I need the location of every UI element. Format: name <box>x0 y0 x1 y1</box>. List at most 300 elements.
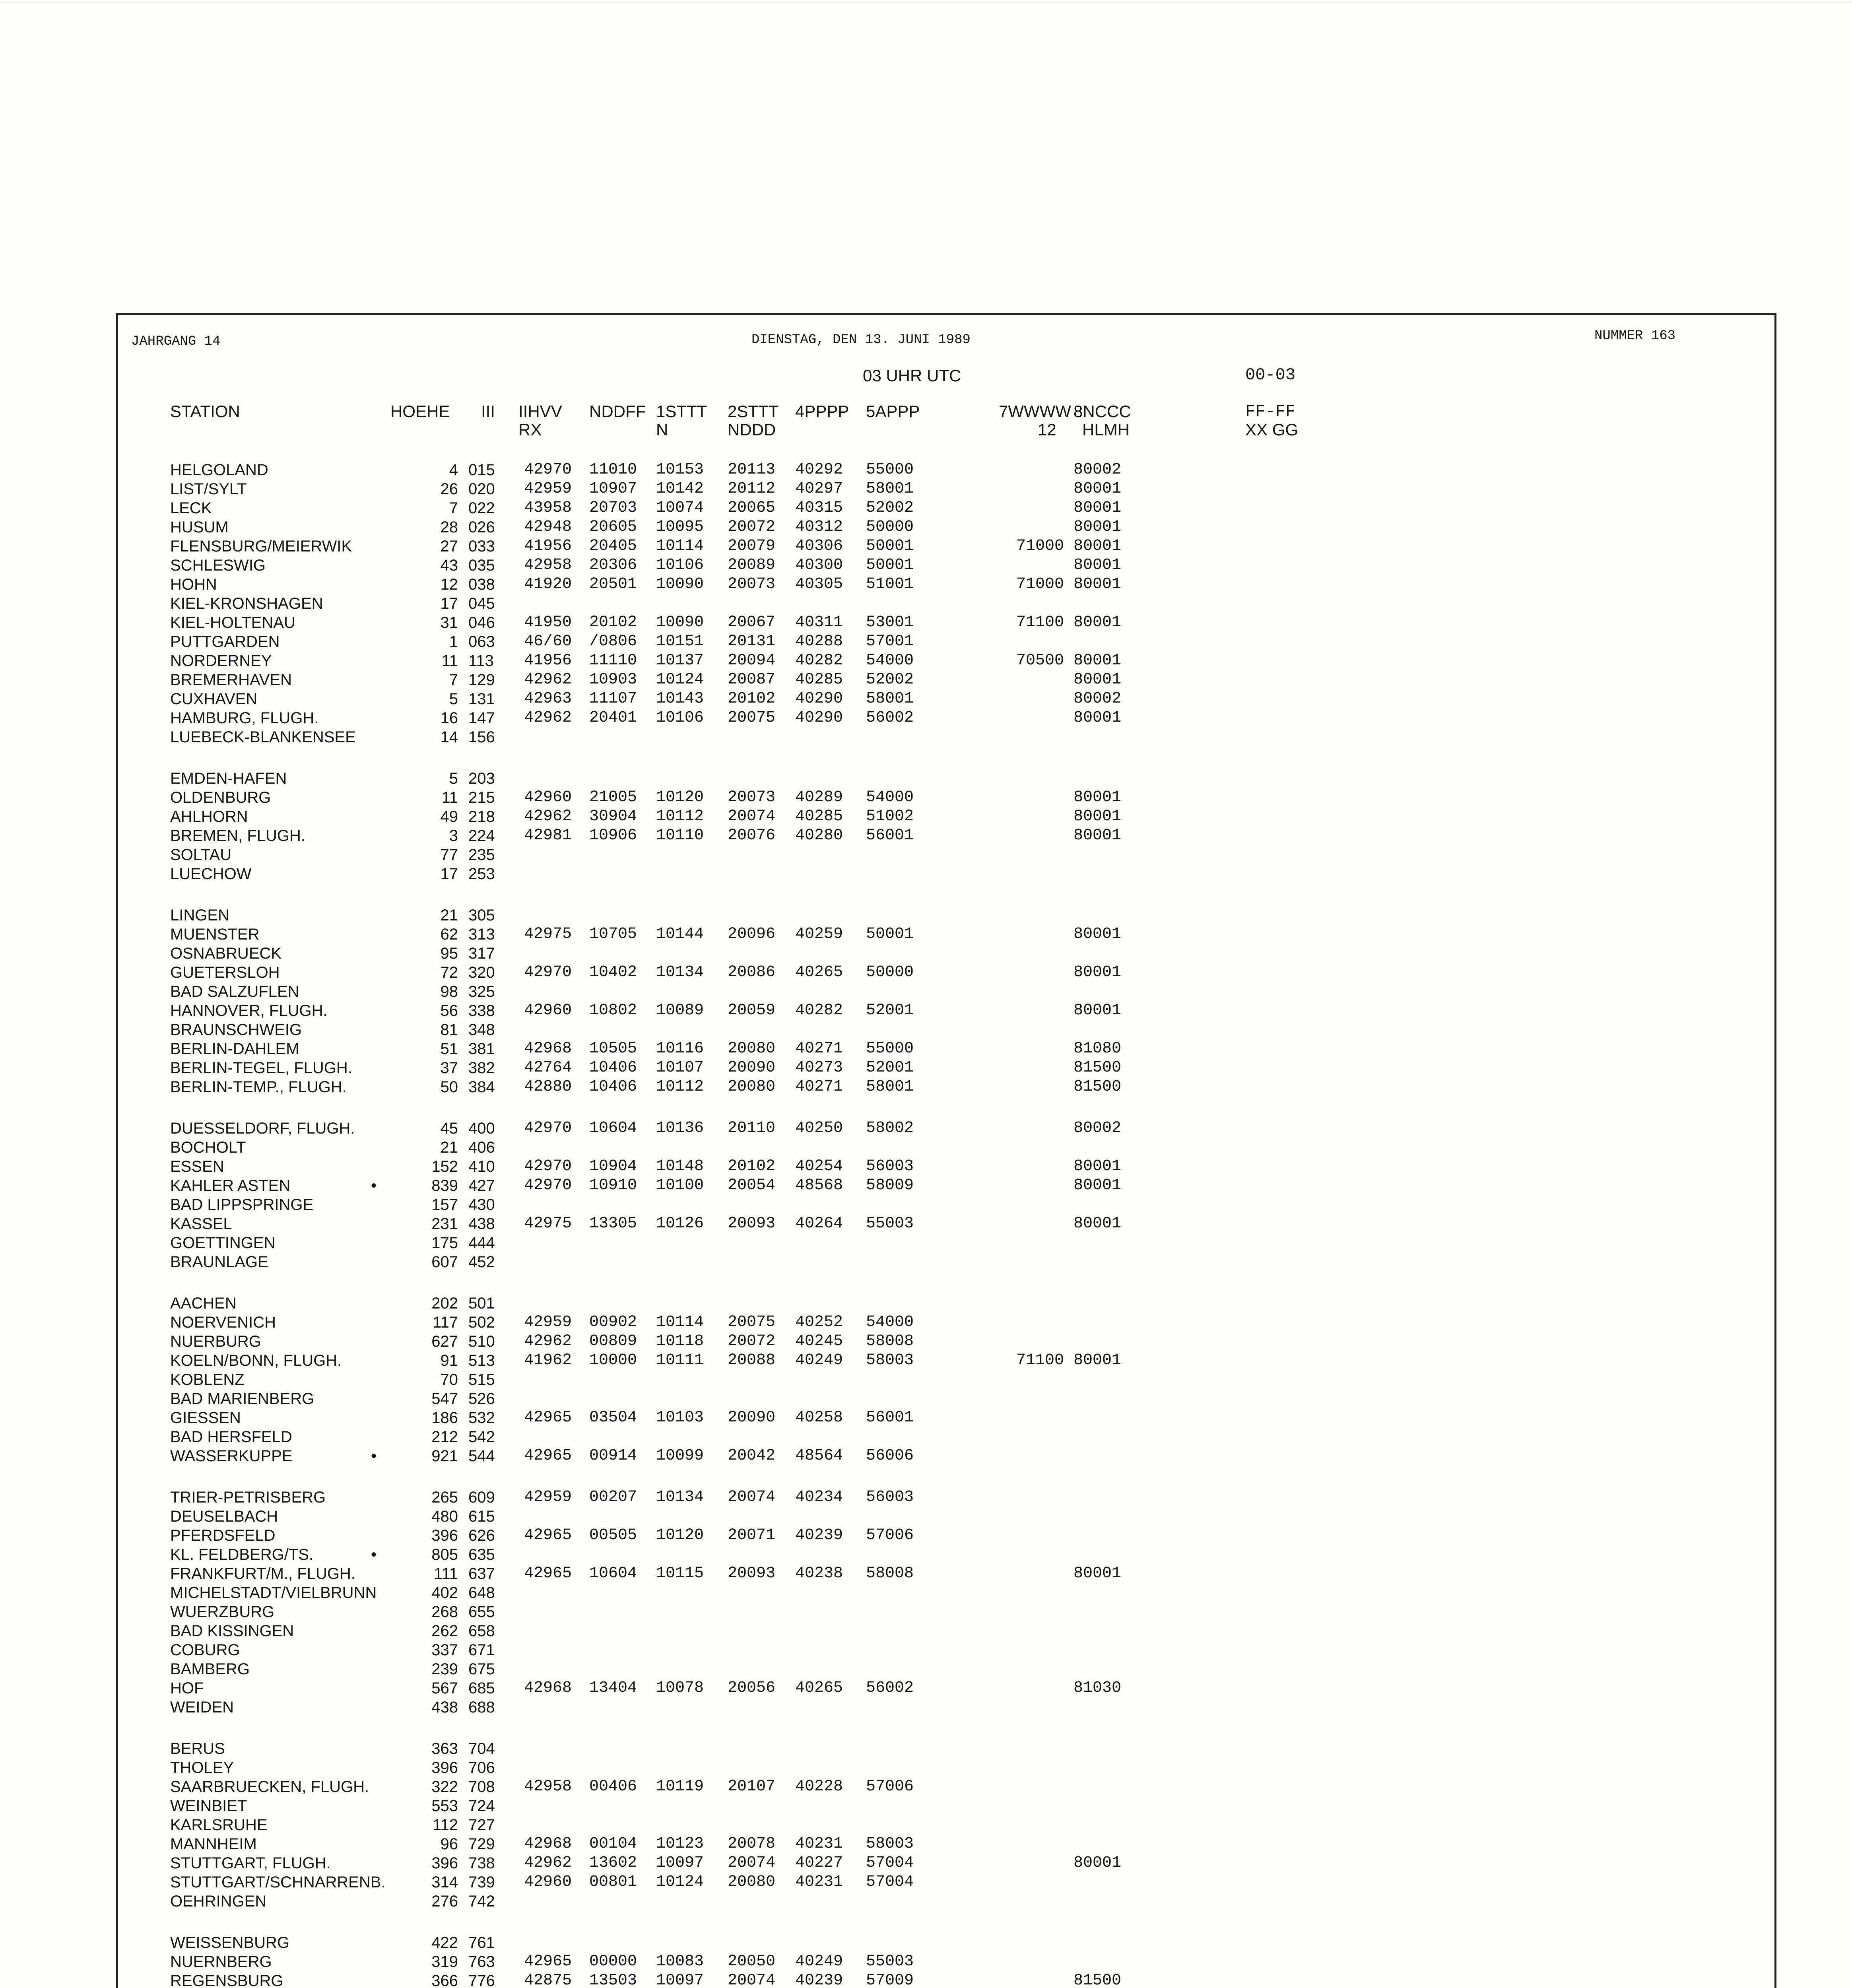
station-id: 131 <box>468 690 495 708</box>
station-row <box>0 670 1852 689</box>
station-name: KOELN/BONN, FLUGH. <box>170 1352 342 1369</box>
station-height: 268 <box>431 1603 458 1621</box>
synop-group-3: 10083 <box>656 1953 704 1971</box>
synop-group-1: 42970 <box>524 963 572 981</box>
station-row <box>0 1157 1852 1176</box>
station-id: 235 <box>468 846 495 864</box>
synop-group-5: 40249 <box>795 1953 843 1971</box>
station-id: 406 <box>468 1139 495 1156</box>
synop-group-1: 42970 <box>524 1157 572 1175</box>
synop-group-1: 42970 <box>524 461 572 479</box>
synop-group-6: 58008 <box>866 1565 914 1582</box>
station-id: 022 <box>468 499 495 517</box>
synop-group-5: 40297 <box>795 480 843 498</box>
station-name: DUESSELDORF, FLUGH. <box>170 1120 355 1137</box>
synop-group-5: 40288 <box>795 633 843 650</box>
station-row <box>0 807 1852 826</box>
station-id: 338 <box>468 1002 495 1019</box>
synop-group-5: 40289 <box>795 788 843 806</box>
station-row <box>0 1892 1852 1911</box>
station-height: 547 <box>431 1390 458 1408</box>
synop-group-6: 55000 <box>866 461 914 479</box>
synop-group-8: 80002 <box>1074 461 1122 479</box>
station-row <box>0 1526 1852 1545</box>
station-name: DEUSELBACH <box>170 1508 278 1525</box>
station-id: 215 <box>468 789 495 806</box>
station-row <box>0 575 1852 594</box>
station-name: MUENSTER <box>170 926 260 943</box>
synop-group-1: 46/60 <box>524 633 572 650</box>
station-height: 26 <box>440 480 458 498</box>
station-height: 45 <box>440 1120 458 1137</box>
synop-group-1: 41956 <box>524 652 572 670</box>
synop-group-6: 50001 <box>866 556 914 574</box>
station-id: 763 <box>468 1953 495 1971</box>
station-name: NORDERNEY <box>170 652 272 670</box>
col-hoehe: HOEHE <box>390 402 450 421</box>
station-height: 402 <box>431 1584 458 1602</box>
station-name: LUEBECK-BLANKENSEE <box>170 728 356 746</box>
station-id: 020 <box>468 480 495 498</box>
issue-number: NUMMER 163 <box>1594 328 1676 344</box>
station-name: ESSEN <box>170 1158 224 1175</box>
synop-group-1: 42965 <box>524 1526 572 1544</box>
synop-group-4: 20065 <box>728 499 776 517</box>
synop-group-6: 56003 <box>866 1488 914 1506</box>
station-name: AHLHORN <box>170 808 248 825</box>
jahrgang-label: JAHRGANG 14 <box>131 334 221 349</box>
synop-group-2: 10402 <box>589 963 637 981</box>
observation-time: 03 UHR UTC <box>863 366 961 385</box>
station-id: 704 <box>468 1740 495 1757</box>
synop-group-4: 20074 <box>728 1972 776 1988</box>
station-id: 544 <box>468 1447 495 1465</box>
station-row <box>0 864 1852 883</box>
station-name: REGENSBURG <box>170 1972 283 1988</box>
station-height: 396 <box>431 1527 458 1544</box>
synop-group-4: 20102 <box>728 1157 776 1175</box>
station-name: OEHRINGEN <box>170 1893 267 1910</box>
col-nddff: NDDFF <box>589 402 646 421</box>
station-name: FRANKFURT/M., FLUGH. <box>170 1565 355 1582</box>
station-row <box>0 556 1852 575</box>
station-height: 31 <box>440 614 458 631</box>
synop-group-5: 40290 <box>795 690 843 708</box>
station-name: COBURG <box>170 1641 240 1659</box>
station-row <box>0 963 1852 982</box>
synop-group-5: 40245 <box>795 1332 843 1350</box>
station-name: WEISSENBURG <box>170 1934 290 1951</box>
synop-group-1: 41962 <box>524 1351 572 1369</box>
synop-group-1: 42959 <box>524 1313 572 1331</box>
station-row <box>0 1195 1852 1214</box>
station-name: BERLIN-DAHLEM <box>170 1040 299 1058</box>
synop-group-4: 20090 <box>728 1409 776 1427</box>
synop-group-5: 40231 <box>795 1873 843 1891</box>
station-id: 038 <box>468 576 495 593</box>
station-id: 501 <box>468 1295 495 1312</box>
station-name: THOLEY <box>170 1759 234 1776</box>
synop-group-1: 42965 <box>524 1953 572 1971</box>
synop-group-2: 10910 <box>589 1176 637 1194</box>
synop-group-6: 58003 <box>866 1351 914 1369</box>
station-row <box>0 1739 1852 1758</box>
synop-group-2: 10705 <box>589 925 637 943</box>
synop-group-3: 10119 <box>656 1778 704 1796</box>
synop-group-5: 40239 <box>795 1526 843 1544</box>
synop-group-4: 20080 <box>728 1078 776 1096</box>
station-height: 4 <box>449 461 458 479</box>
station-height: 5 <box>449 770 458 787</box>
synop-group-2: 10903 <box>589 671 637 689</box>
station-row <box>0 632 1852 651</box>
station-height: 366 <box>431 1972 458 1988</box>
synop-group-5: 40234 <box>795 1488 843 1506</box>
station-row <box>0 1389 1852 1408</box>
synop-group-3: 10100 <box>656 1176 704 1194</box>
synop-group-6: 50001 <box>866 925 914 943</box>
station-height: 262 <box>431 1622 458 1640</box>
synop-group-1: 42970 <box>524 1176 572 1194</box>
synop-group-3: 10143 <box>656 690 704 708</box>
station-id: 648 <box>468 1584 495 1602</box>
synop-group-8: 80001 <box>1074 1351 1122 1369</box>
station-name: LIST/SYLT <box>170 480 247 498</box>
col-7wwww: 7WWWW <box>999 402 1071 421</box>
synop-group-2: 10406 <box>589 1059 637 1077</box>
synop-group-5: 40265 <box>795 1679 843 1697</box>
synop-group-3: 10112 <box>656 808 704 825</box>
station-name: CUXHAVEN <box>170 690 258 708</box>
synop-group-6: 58001 <box>866 480 914 498</box>
synop-group-5: 40271 <box>795 1078 843 1096</box>
station-height: 43 <box>440 557 458 574</box>
station-row <box>0 1138 1852 1157</box>
station-row <box>0 480 1852 499</box>
synop-group-3: 10074 <box>656 499 704 517</box>
station-row <box>0 709 1852 728</box>
synop-group-3: 10142 <box>656 480 704 498</box>
station-height: 37 <box>440 1059 458 1077</box>
station-height: 77 <box>440 846 458 864</box>
station-name: LINGEN <box>170 907 229 924</box>
synop-group-4: 20096 <box>728 925 776 943</box>
synop-group-4: 20087 <box>728 671 776 689</box>
synop-group-1: 42962 <box>524 709 572 727</box>
synop-group-5: 40282 <box>795 652 843 670</box>
station-id: 542 <box>468 1428 495 1446</box>
station-height: 239 <box>431 1660 458 1678</box>
synop-group-8: 81080 <box>1074 1040 1122 1058</box>
station-id: 348 <box>468 1021 495 1039</box>
station-height: 337 <box>431 1641 458 1659</box>
station-height: 11 <box>441 789 458 806</box>
synop-group-6: 58001 <box>866 1078 914 1096</box>
col-nddd: NDDD <box>728 420 776 439</box>
synop-group-1: 42958 <box>524 1778 572 1796</box>
synop-group-4: 20056 <box>728 1679 776 1697</box>
synop-group-2: 00406 <box>589 1778 637 1796</box>
station-row <box>0 1039 1852 1058</box>
station-row <box>0 1488 1852 1507</box>
station-row <box>0 1873 1852 1892</box>
station-name: BAMBERG <box>170 1660 250 1678</box>
synop-group-4: 20093 <box>728 1565 776 1582</box>
station-name: BERLIN-TEGEL, FLUGH. <box>170 1059 352 1077</box>
station-row <box>0 1214 1852 1233</box>
synop-group-2: 10907 <box>589 480 637 498</box>
station-row <box>0 1446 1852 1466</box>
station-name: WEIDEN <box>170 1699 234 1716</box>
station-height: 422 <box>431 1934 458 1951</box>
station-row <box>0 826 1852 845</box>
synop-group-2: 13305 <box>589 1215 637 1233</box>
synop-group-5: 40280 <box>795 827 843 845</box>
synop-group-3: 10144 <box>656 925 704 943</box>
station-height: 480 <box>431 1508 458 1525</box>
synop-group-8: 81500 <box>1074 1059 1122 1077</box>
synop-group-3: 10110 <box>656 827 704 845</box>
synop-group-3: 10089 <box>656 1002 704 1019</box>
period-label: 00-03 <box>1245 365 1296 384</box>
synop-group-1: 41920 <box>524 575 572 593</box>
station-name: KOBLENZ <box>170 1371 245 1388</box>
col-7wwww-sub: 12 <box>1038 420 1056 439</box>
synop-group-8: 80001 <box>1074 1565 1122 1582</box>
station-height: 72 <box>440 964 458 981</box>
station-id: 658 <box>468 1622 495 1640</box>
synop-group-2: 13602 <box>589 1854 637 1872</box>
synop-group-1: 42948 <box>524 518 572 536</box>
station-height: 314 <box>431 1873 458 1891</box>
synop-group-1: 42962 <box>524 1854 572 1872</box>
synop-group-6: 56001 <box>866 1409 914 1427</box>
synop-group-4: 20086 <box>728 963 776 981</box>
station-row <box>0 1119 1852 1138</box>
synop-group-3: 10118 <box>656 1332 704 1350</box>
station-row <box>0 1077 1852 1097</box>
station-name: KAHLER ASTEN <box>170 1177 291 1194</box>
synop-group-1: 42959 <box>524 1488 572 1506</box>
station-row <box>0 537 1852 556</box>
station-height: 438 <box>431 1699 458 1716</box>
synop-group-5: 48568 <box>795 1176 843 1194</box>
station-row <box>0 1332 1852 1351</box>
station-row <box>0 769 1852 788</box>
station-id: 218 <box>468 808 495 825</box>
station-name: BRAUNSCHWEIG <box>170 1021 302 1039</box>
synop-group-3: 10107 <box>656 1059 704 1077</box>
synop-group-2: 11110 <box>589 652 637 670</box>
station-name: NOERVENICH <box>170 1314 276 1331</box>
station-name: BERLIN-TEMP., FLUGH. <box>170 1078 347 1096</box>
synop-group-6: 57004 <box>866 1873 914 1891</box>
synop-group-8: 80001 <box>1074 1002 1122 1019</box>
station-id: 203 <box>468 770 495 787</box>
station-height: 17 <box>440 865 458 883</box>
station-height: 16 <box>440 709 458 727</box>
station-name: OSNABRUECK <box>170 945 282 962</box>
synop-group-2: 20405 <box>589 537 637 555</box>
synop-group-8: 80001 <box>1074 480 1122 498</box>
synop-group-1: 42959 <box>524 480 572 498</box>
station-row <box>0 1640 1852 1660</box>
synop-group-7: 71100 <box>1016 613 1064 631</box>
station-row <box>0 845 1852 864</box>
station-name: KARLSRUHE <box>170 1816 268 1834</box>
synop-group-3: 10106 <box>656 556 704 574</box>
synop-group-1: 42968 <box>524 1679 572 1697</box>
synop-group-1: 42975 <box>524 925 572 943</box>
station-id: 637 <box>468 1565 495 1582</box>
col-station: STATION <box>170 402 240 421</box>
station-id: 400 <box>468 1120 495 1137</box>
synop-group-4: 20079 <box>728 537 776 555</box>
col-2sttt: 2STTT <box>728 402 779 421</box>
synop-group-6: 56002 <box>866 709 914 727</box>
synop-group-4: 20080 <box>728 1040 776 1058</box>
station-height: 56 <box>440 1002 458 1019</box>
station-row <box>0 728 1852 747</box>
synop-group-3: 10120 <box>656 1526 704 1544</box>
synop-group-5: 40227 <box>795 1854 843 1872</box>
station-height: 363 <box>431 1740 458 1757</box>
synop-group-6: 55003 <box>866 1215 914 1233</box>
synop-group-4: 20089 <box>728 556 776 574</box>
station-id: 609 <box>468 1489 495 1506</box>
synop-group-2: 11107 <box>589 690 637 708</box>
synop-group-5: 40265 <box>795 963 843 981</box>
synop-group-4: 20107 <box>728 1778 776 1796</box>
synop-group-8: 80001 <box>1074 788 1122 806</box>
synop-group-4: 20131 <box>728 633 776 650</box>
station-id: 035 <box>468 557 495 574</box>
synop-group-5: 40231 <box>795 1835 843 1853</box>
station-row <box>0 1313 1852 1332</box>
synop-group-5: 40285 <box>795 808 843 825</box>
station-id: 688 <box>468 1699 495 1716</box>
synop-group-3: 10124 <box>656 671 704 689</box>
synop-group-6: 52002 <box>866 499 914 517</box>
synop-group-8: 80001 <box>1074 1176 1122 1194</box>
station-id: 675 <box>468 1660 495 1678</box>
station-row <box>0 1621 1852 1640</box>
col-n: N <box>656 420 668 439</box>
synop-group-4: 20094 <box>728 652 776 670</box>
synop-group-6: 58002 <box>866 1119 914 1137</box>
col-ff: FF-FF <box>1245 402 1296 421</box>
station-name: HOHN <box>170 576 217 593</box>
station-height: 96 <box>440 1835 458 1853</box>
synop-group-3: 10134 <box>656 963 704 981</box>
station-height: 627 <box>431 1333 458 1350</box>
station-id: 320 <box>468 964 495 981</box>
station-height: 396 <box>431 1854 458 1872</box>
synop-group-1: 42960 <box>524 1873 572 1891</box>
synop-group-3: 10114 <box>656 1313 704 1331</box>
synop-group-3: 10153 <box>656 461 704 479</box>
station-id: 253 <box>468 865 495 883</box>
station-row <box>0 594 1852 613</box>
synop-group-5: 40292 <box>795 461 843 479</box>
synop-group-6: 56001 <box>866 827 914 845</box>
station-row <box>0 1698 1852 1717</box>
station-height: 567 <box>431 1679 458 1697</box>
synop-group-5: 40250 <box>795 1119 843 1137</box>
synop-group-3: 10115 <box>656 1565 704 1582</box>
synop-group-1: 41956 <box>524 537 572 555</box>
station-id: 513 <box>468 1352 495 1369</box>
synop-group-3: 10111 <box>656 1351 704 1369</box>
station-height: 117 <box>433 1314 458 1331</box>
col-8nccc: 8NCCC <box>1074 402 1131 421</box>
station-row <box>0 1952 1852 1971</box>
station-name: BAD LIPPSPRINGE <box>170 1196 314 1213</box>
station-row <box>0 1815 1852 1835</box>
station-name: KIEL-HOLTENAU <box>170 614 295 631</box>
synop-group-8: 80001 <box>1074 1215 1122 1233</box>
station-height: 157 <box>431 1196 458 1213</box>
synop-group-8: 80001 <box>1074 1854 1122 1872</box>
synop-group-2: 10000 <box>589 1351 637 1369</box>
station-row <box>0 1252 1852 1272</box>
station-name: SCHLESWIG <box>170 557 266 574</box>
station-name: WUERZBURG <box>170 1603 275 1621</box>
station-height: 1 <box>449 633 458 650</box>
synop-group-6: 56006 <box>866 1447 914 1465</box>
synop-group-5: 40285 <box>795 671 843 689</box>
synop-group-6: 57004 <box>866 1854 914 1872</box>
station-height: 805 <box>431 1546 458 1563</box>
synop-group-7: 71100 <box>1016 1351 1064 1369</box>
station-name: BAD HERSFELD <box>170 1428 292 1446</box>
synop-group-1: 42965 <box>524 1409 572 1427</box>
synop-group-5: 40238 <box>795 1565 843 1582</box>
synop-group-4: 20075 <box>728 1313 776 1331</box>
synop-group-2: 10802 <box>589 1002 637 1019</box>
synop-group-3: 10097 <box>656 1854 704 1872</box>
station-row <box>0 788 1852 807</box>
synop-group-5: 40273 <box>795 1059 843 1077</box>
station-row <box>0 1835 1852 1854</box>
synop-group-6: 57006 <box>866 1526 914 1544</box>
synop-group-2: 00801 <box>589 1873 637 1891</box>
station-height: 51 <box>440 1040 458 1058</box>
synop-group-3: 10099 <box>656 1447 704 1465</box>
station-name: MANNHEIM <box>170 1835 257 1853</box>
col-4pppp: 4PPPP <box>795 402 849 421</box>
station-id: 708 <box>468 1778 495 1796</box>
synop-group-4: 20113 <box>728 461 776 479</box>
station-name: OLDENBURG <box>170 789 271 806</box>
synop-group-2: 10505 <box>589 1040 637 1058</box>
synop-group-5: 40282 <box>795 1002 843 1019</box>
station-row <box>0 1796 1852 1815</box>
station-id: 015 <box>468 461 495 479</box>
station-name: EMDEN-HAFEN <box>170 770 287 787</box>
synop-group-1: 42965 <box>524 1447 572 1465</box>
station-name: BREMERHAVEN <box>170 671 292 689</box>
station-row <box>0 1583 1852 1602</box>
station-row <box>0 1660 1852 1679</box>
station-id: 729 <box>468 1835 495 1853</box>
station-height: 112 <box>433 1816 458 1834</box>
synop-group-1: 42965 <box>524 1565 572 1582</box>
synop-group-3: 10106 <box>656 709 704 727</box>
synop-group-2: 10604 <box>589 1119 637 1137</box>
station-id: 430 <box>468 1196 495 1213</box>
station-row <box>0 518 1852 537</box>
